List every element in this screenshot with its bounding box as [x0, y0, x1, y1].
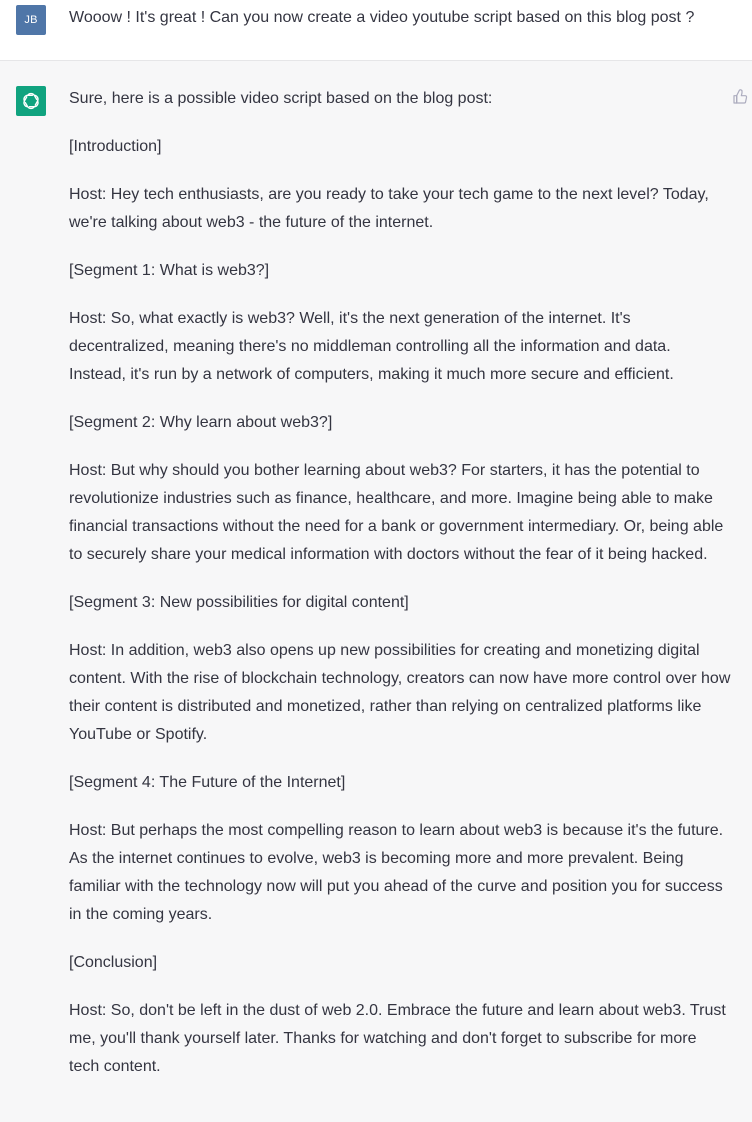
assistant-paragraph: Host: But perhaps the most compelling reason to learn about web3 is because it's the future. As the internet continues to evolve, web3 is becoming more and more prevalent. Being familiar with the technology now will put you ahead of the curve and position you for success in the coming years.	[69, 822, 724, 923]
assistant-paragraph: Host: In addition, web3 also opens up new possibilities for creating and monetizing digital content. With the rise of blockchain technology, creators can now have more control over how their content is distributed and monetized, rather than relying on centralized platforms like YouTube or Spotify.	[69, 642, 731, 743]
user-avatar	[16, 5, 46, 35]
assistant-paragraph: Sure, here is a possible video script based on the blog post:	[69, 90, 493, 107]
user-message	[0, 0, 752, 61]
thumbs-up-icon[interactable]	[732, 89, 748, 105]
user-message-text: Wooow ! It's great ! Can you now create a video youtube script based on this blog post ?	[69, 9, 695, 26]
assistant-paragraph: Host: Hey tech enthusiasts, are you ready to take your tech game to the next level? Today, we're talking about web3 - the future of the internet.	[69, 186, 709, 231]
assistant-paragraph: [Introduction]	[69, 138, 162, 155]
user-avatar-initials: JB	[24, 14, 38, 26]
openai-logo-icon	[16, 86, 46, 116]
assistant-message-body	[69, 85, 731, 1101]
assistant-message	[0, 61, 752, 1122]
assistant-paragraph: Host: But why should you bother learning about web3? For starters, it has the potential to revolutionize industries such as finance, healthcare, and more. Imagine being able to make financial transactions without the need for a bank or government intermediary. Or, being able to securely share your medical information with doctors without the fear of it being hacked.	[69, 462, 724, 563]
assistant-paragraph: Host: So, don't be left in the dust of web 2.0. Embrace the future and learn about web3. Trust me, you'll thank yourself later. Thanks for watching and don't forget to subscribe for more tech content.	[69, 1002, 726, 1075]
assistant-paragraph: [Conclusion]	[69, 954, 158, 971]
assistant-paragraph: [Segment 4: The Future of the Internet]	[69, 774, 346, 791]
assistant-paragraph: Host: So, what exactly is web3? Well, it's the next generation of the internet. It's decentralized, meaning there's no middleman controlling all the information and data. Instead, it's run by a network of computers, making it much more secure and efficient.	[69, 310, 674, 383]
assistant-paragraph: [Segment 1: What is web3?]	[69, 262, 270, 279]
assistant-paragraph: [Segment 3: New possibilities for digital content]	[69, 594, 409, 611]
assistant-paragraph: [Segment 2: Why learn about web3?]	[69, 414, 333, 431]
